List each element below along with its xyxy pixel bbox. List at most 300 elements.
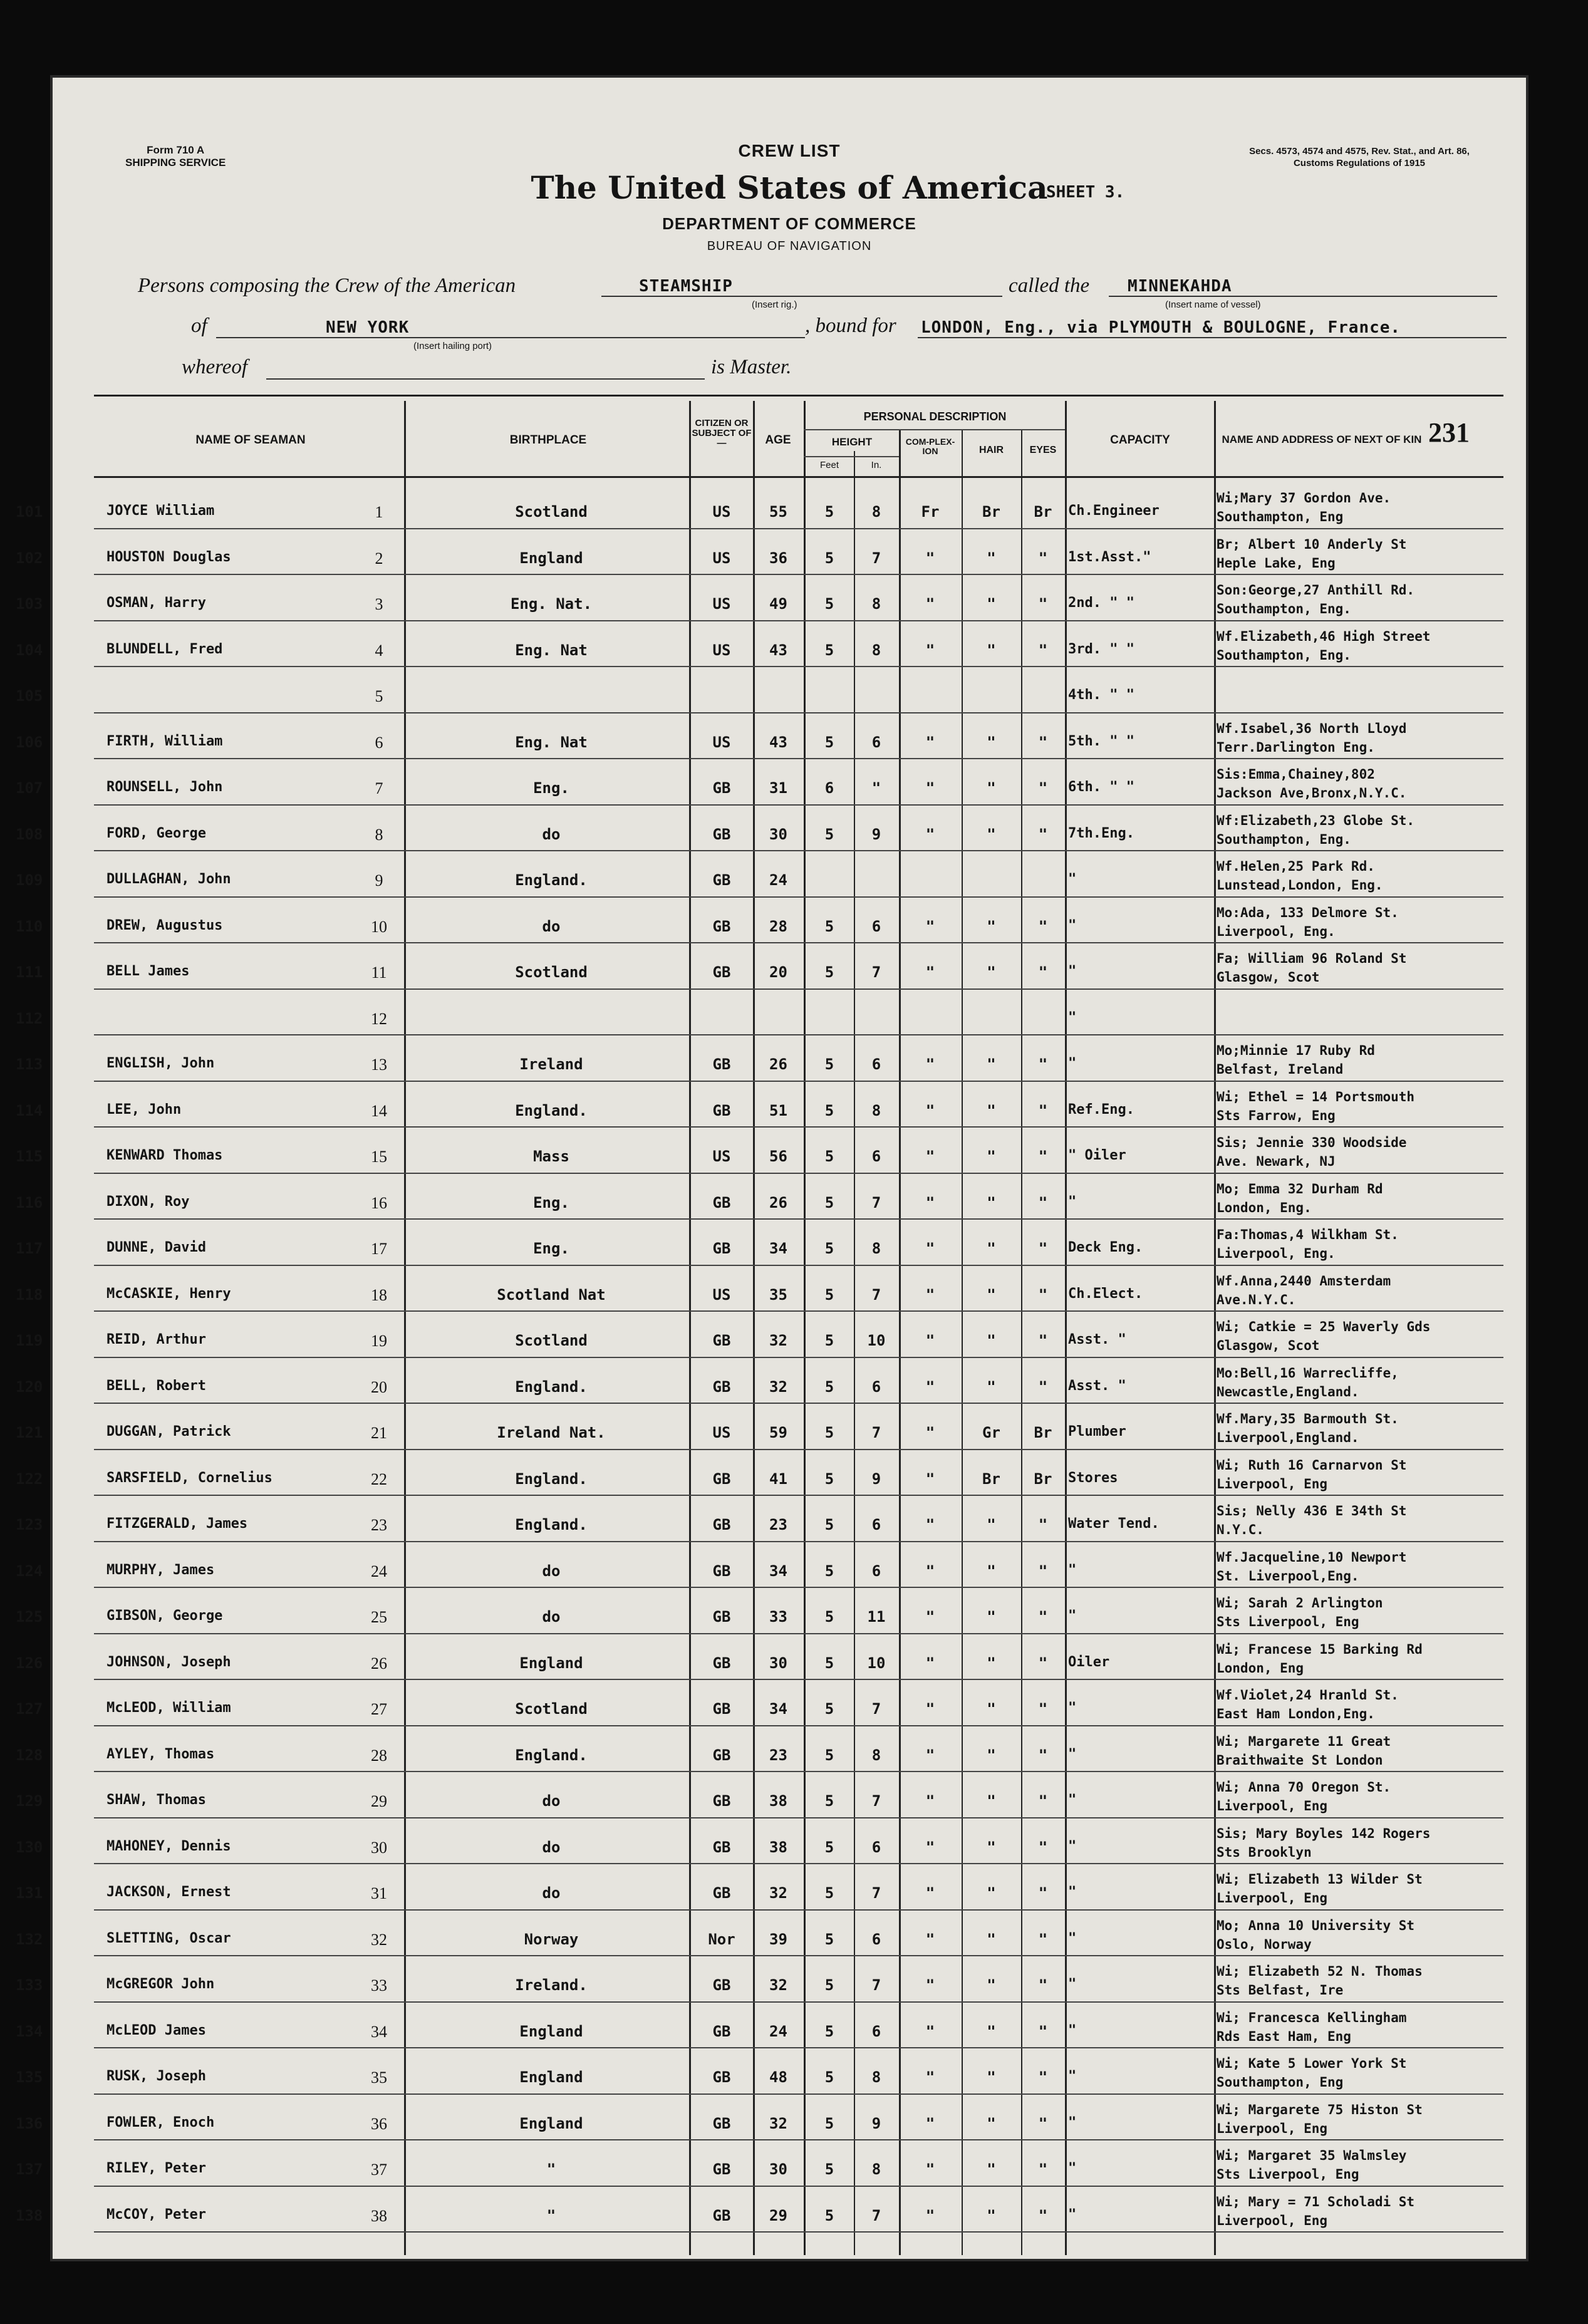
next-of-kin-line2: Jackson Ave,Bronx,N.Y.C. [1217, 786, 1407, 801]
capacity: " [1068, 2206, 1077, 2223]
height-inches: 9 [871, 2114, 881, 2132]
eyes: " [1038, 2206, 1048, 2224]
capacity: " Oiler [1068, 1148, 1126, 1163]
col-inches-header: In. [871, 460, 882, 470]
row-index: 32 [371, 1930, 387, 1949]
next-of-kin-line2: Southampton, Eng. [1217, 601, 1351, 616]
intro-line3-a: whereof [182, 356, 248, 378]
capacity: " [1068, 1608, 1077, 1624]
hair: " [987, 1746, 996, 1764]
height-feet: 5 [824, 1976, 834, 1994]
eyes: " [1038, 2114, 1048, 2132]
birthplace: do [542, 1608, 561, 1626]
height-feet: 5 [824, 1838, 834, 1856]
complexion: " [925, 1516, 935, 1533]
complexion: " [925, 1976, 935, 1994]
row-serial: 107 [16, 779, 43, 797]
capacity: Asst. " [1068, 1332, 1126, 1347]
citizenship: GB [712, 825, 731, 843]
next-of-kin-line2: N.Y.C. [1217, 1522, 1264, 1537]
height-feet: 6 [824, 779, 834, 797]
row-serial: 105 [16, 687, 43, 705]
citizenship: GB [712, 1101, 731, 1119]
seaman-name: AYLEY, Thomas [106, 1746, 215, 1762]
next-of-kin-line1: Wf.Violet,24 Hranld St. [1217, 1688, 1399, 1703]
age: 35 [769, 1285, 787, 1304]
capacity: 3rd. " " [1068, 641, 1134, 657]
age: 26 [769, 1193, 787, 1211]
next-of-kin-line2: Southampton, Eng. [1217, 831, 1351, 847]
seaman-name: SLETTING, Oscar [106, 1930, 231, 1946]
eyes: " [1038, 1884, 1048, 1902]
row-index: 2 [375, 549, 383, 568]
row-index: 28 [371, 1746, 387, 1765]
next-of-kin-line1: Wf.Jacqueline,10 Newport [1217, 1549, 1407, 1565]
birthplace: England. [515, 1101, 588, 1119]
birthplace: England. [515, 1377, 588, 1396]
next-of-kin-line2: St. Liverpool,Eng. [1217, 1568, 1359, 1584]
col-birthplace-header: BIRTHPLACE [509, 433, 587, 447]
row-serial: 110 [16, 917, 43, 935]
row-serial: 124 [16, 1562, 43, 1580]
row-index: 22 [371, 1470, 387, 1488]
next-of-kin-line1: Mo; Anna 10 University St [1217, 1917, 1415, 1933]
birthplace: Scotland [515, 963, 588, 981]
birthplace: Eng. Nat. [510, 595, 593, 613]
age: 32 [769, 1884, 787, 1902]
next-of-kin-line1: Wi; Margarete 11 Great [1217, 1733, 1391, 1749]
height-inches: 10 [867, 1654, 886, 1672]
birthplace: do [542, 1792, 561, 1810]
next-of-kin-line2: Rds East Ham, Eng [1217, 2028, 1351, 2044]
next-of-kin-line2: London, Eng [1217, 1660, 1304, 1676]
seaman-name: McCASKIE, Henry [106, 1285, 231, 1302]
hair: " [987, 1332, 996, 1349]
eyes: " [1038, 1148, 1048, 1165]
row-index: 15 [371, 1148, 387, 1166]
seaman-name: McLEOD, William [106, 1700, 231, 1716]
capacity: " [1068, 1746, 1077, 1762]
height-feet: 5 [824, 1562, 834, 1580]
next-of-kin-line2: Liverpool, Eng [1217, 2212, 1328, 2228]
form-number: Form 710 A SHIPPING SERVICE [125, 144, 226, 169]
birthplace: England. [515, 1470, 588, 1488]
hair: " [987, 1700, 996, 1718]
birthplace: Scotland [515, 1700, 588, 1718]
row-serial: 101 [16, 503, 43, 521]
eyes: " [1038, 2068, 1048, 2086]
bureau-heading: BUREAU OF NAVIGATION [707, 239, 872, 253]
next-of-kin-line1: Sis:Emma,Chainey,802 [1217, 767, 1375, 782]
col-personal-header: PERSONAL DESCRIPTION [863, 410, 1007, 423]
birthplace: do [542, 825, 561, 843]
next-of-kin-line1: Wi; Ruth 16 Carnarvon St [1217, 1457, 1407, 1473]
complexion: " [925, 1332, 935, 1349]
citizenship: US [712, 1148, 731, 1165]
row-index: 16 [371, 1193, 387, 1212]
capacity: Water Tend. [1068, 1516, 1160, 1532]
citizenship: GB [712, 917, 731, 935]
next-of-kin-line2: Glasgow, Scot [1217, 970, 1320, 985]
next-of-kin-line1: Sis; Mary Boyles 142 Rogers [1217, 1825, 1431, 1841]
capacity: " [1068, 871, 1077, 887]
capacity: " [1068, 1838, 1077, 1854]
hair: " [987, 825, 996, 843]
hair: Br [982, 1470, 1000, 1488]
birthplace: Mass [533, 1148, 569, 1165]
seaman-name: ROUNSELL, John [106, 779, 223, 795]
capacity: 2nd. " " [1068, 595, 1134, 611]
next-of-kin-line1: Mo; Emma 32 Durham Rd [1217, 1181, 1383, 1196]
birthplace: Scotland [515, 1332, 588, 1349]
row-index: 25 [371, 1608, 387, 1626]
capacity: 5th. " " [1068, 733, 1134, 749]
citizenship: GB [712, 2206, 731, 2224]
capacity: 6th. " " [1068, 779, 1134, 795]
citizenship: GB [712, 1056, 731, 1073]
row-serial: 108 [16, 825, 43, 843]
height-inches: 8 [871, 1101, 881, 1119]
age: 34 [769, 1240, 787, 1257]
eyes: " [1038, 595, 1048, 613]
capacity: Asst. " [1068, 1377, 1126, 1394]
next-of-kin-line2: Lunstead,London, Eng. [1217, 878, 1383, 893]
row-index: 34 [371, 2022, 387, 2041]
age: 41 [769, 1470, 787, 1488]
seaman-name: BELL James [106, 963, 190, 979]
next-of-kin-line1: Sis; Jennie 330 Woodside [1217, 1135, 1407, 1150]
next-of-kin-line2: Belfast, Ireland [1217, 1062, 1344, 1077]
country-heading: The United States of America [531, 169, 1048, 206]
capacity: Plumber [1068, 1424, 1126, 1440]
height-feet: 5 [824, 1700, 834, 1718]
birthplace: England [519, 1654, 583, 1672]
row-index: 38 [371, 2206, 387, 2225]
capacity: " [1068, 1976, 1077, 1992]
row-index: 5 [375, 687, 383, 705]
citizenship: GB [712, 1562, 731, 1580]
eyes: " [1038, 641, 1048, 659]
row-serial: 115 [16, 1148, 43, 1165]
complexion: " [925, 1746, 935, 1764]
col-eyes-header: EYES [1029, 445, 1057, 455]
capacity: " [1068, 917, 1077, 933]
col-feet-header: Feet [819, 460, 839, 470]
height-feet: 5 [824, 2022, 834, 2040]
height-feet: 5 [824, 1285, 834, 1304]
height-inches: 8 [871, 641, 881, 659]
complexion: " [925, 1562, 935, 1580]
next-of-kin-line1: Wi; Mary = 71 Scholadi St [1217, 2194, 1415, 2209]
hair: Br [982, 503, 1000, 521]
citizenship: Nor [708, 1930, 735, 1948]
next-of-kin-line1: Wf.Mary,35 Barmouth St. [1217, 1411, 1399, 1426]
height-feet: 5 [824, 1608, 834, 1626]
birthplace: England. [515, 871, 588, 889]
hair: Gr [982, 1424, 1000, 1441]
row-index: 31 [371, 1884, 387, 1902]
row-index: 11 [371, 963, 387, 982]
next-of-kin-line1: Wi; Margarete 75 Histon St [1217, 2102, 1423, 2117]
row-index: 3 [375, 595, 383, 613]
age: 28 [769, 917, 787, 935]
row-serial: 127 [16, 1700, 43, 1718]
seaman-name: LEE, John [106, 1101, 182, 1118]
row-index: 6 [375, 733, 383, 752]
row-serial: 104 [16, 641, 43, 659]
next-of-kin-line2: Liverpool, Eng. [1217, 923, 1336, 939]
height-inches: 6 [871, 1516, 881, 1533]
birthplace: do [542, 1838, 561, 1856]
col-kin-header: NAME AND ADDRESS OF NEXT OF KIN [1222, 433, 1422, 445]
hair: " [987, 641, 996, 659]
row-index: 37 [371, 2161, 387, 2179]
complexion: " [925, 1838, 935, 1856]
height-inches: 7 [871, 1792, 881, 1810]
seaman-name: JOYCE William [106, 503, 215, 519]
seaman-name: RILEY, Peter [106, 2161, 206, 2176]
height-feet: 5 [824, 2114, 834, 2132]
seaman-name: BLUNDELL, Fred [106, 641, 223, 657]
row-index: 10 [371, 917, 387, 936]
hair: " [987, 963, 996, 981]
complexion: " [925, 1240, 935, 1257]
birthplace: Norway [524, 1930, 579, 1948]
birthplace: Ireland [519, 1056, 583, 1073]
height-inches: 10 [867, 1332, 886, 1349]
col-hair-header: HAIR [978, 445, 1004, 455]
capacity: " [1068, 963, 1077, 979]
seaman-name: KENWARD Thomas [106, 1148, 223, 1163]
row-serial: 121 [16, 1424, 43, 1441]
eyes: Br [1034, 1424, 1052, 1441]
statute-reference: Secs. 4573, 4574 and 4575, Rev. Stat., and Art. 86, Customs Regulations of 1915 [1249, 146, 1470, 169]
hair: " [987, 1608, 996, 1626]
height-feet: 5 [824, 825, 834, 843]
eyes: " [1038, 549, 1048, 567]
birthplace: England. [515, 1746, 588, 1764]
seaman-name: DIXON, Roy [106, 1193, 190, 1210]
hair: " [987, 1193, 996, 1211]
eyes: " [1038, 1285, 1048, 1304]
height-inches: 6 [871, 1056, 881, 1073]
height-feet: 5 [824, 2206, 834, 2224]
height-inches: 7 [871, 1193, 881, 1211]
row-index: 27 [371, 1700, 387, 1718]
row-serial: 113 [16, 1056, 43, 1073]
next-of-kin-line1: Wi; Elizabeth 13 Wilder St [1217, 1872, 1423, 1887]
next-of-kin-line1: Wi; Kate 5 Lower York St [1217, 2056, 1407, 2071]
next-of-kin-line2: Ave. Newark, NJ [1217, 1154, 1336, 1169]
citizenship: GB [712, 1193, 731, 1211]
height-feet: 5 [824, 1148, 834, 1165]
next-of-kin-line2: East Ham London,Eng. [1217, 1706, 1375, 1721]
row-serial: 122 [16, 1470, 43, 1488]
seaman-name: ENGLISH, John [106, 1056, 215, 1071]
height-inches: " [871, 779, 881, 797]
age: 20 [769, 963, 787, 981]
row-serial: 138 [16, 2206, 43, 2224]
next-of-kin-line2: Ave.N.Y.C. [1217, 1292, 1296, 1307]
next-of-kin-line1: Wi; Francesca Kellingham [1217, 2010, 1407, 2025]
eyes: " [1038, 917, 1048, 935]
height-feet: 5 [824, 1930, 834, 1948]
height-inches: 6 [871, 1562, 881, 1580]
hair: " [987, 1240, 996, 1257]
next-of-kin-line2: Sts Farrow, Eng [1217, 1108, 1336, 1123]
complexion: " [925, 963, 935, 981]
col-name-header: NAME OF SEAMAN [195, 433, 306, 447]
seaman-name: DREW, Augustus [106, 917, 223, 933]
row-index: 19 [371, 1332, 387, 1350]
citizenship: GB [712, 2022, 731, 2040]
citizenship: GB [712, 2068, 731, 2086]
capacity: 1st.Asst." [1068, 549, 1151, 565]
capacity: Deck Eng. [1068, 1240, 1143, 1255]
hair: " [987, 1930, 996, 1948]
row-index: 30 [371, 1838, 387, 1857]
citizenship: GB [712, 871, 731, 889]
next-of-kin-line1: Son:George,27 Anthill Rd. [1217, 583, 1415, 598]
next-of-kin-line1: Fa:Thomas,4 Wilkham St. [1217, 1227, 1399, 1242]
seaman-name: GIBSON, George [106, 1608, 223, 1624]
capacity: Ref.Eng. [1068, 1101, 1134, 1118]
citizenship: US [712, 595, 731, 613]
capacity: Ch.Engineer [1068, 503, 1160, 519]
next-of-kin-line2: Southampton, Eng [1217, 509, 1344, 524]
next-of-kin-line1: Wf.Anna,2440 Amsterdam [1217, 1273, 1391, 1289]
hair: " [987, 1516, 996, 1533]
hair: " [987, 595, 996, 613]
height-inches: 8 [871, 1240, 881, 1257]
seaman-name: FIRTH, William [106, 733, 223, 749]
row-serial: 130 [16, 1838, 43, 1856]
intro-line2-b: , bound for [805, 314, 896, 337]
col-complexion-header: COM-PLEX-ION [905, 437, 955, 456]
seaman-name: FORD, George [106, 825, 206, 841]
hair: " [987, 2114, 996, 2132]
row-serial: 129 [16, 1792, 43, 1810]
complexion: Fr [921, 503, 940, 521]
hair: " [987, 1654, 996, 1672]
height-feet: 5 [824, 963, 834, 981]
row-serial: 117 [16, 1240, 43, 1257]
height-feet: 5 [824, 2068, 834, 2086]
height-inches: 6 [871, 1838, 881, 1856]
next-of-kin-line2: Sts Liverpool, Eng [1217, 1614, 1359, 1629]
eyes: " [1038, 1332, 1048, 1349]
birthplace: Scotland [515, 503, 588, 521]
citizenship: GB [712, 779, 731, 797]
height-feet: 5 [824, 1792, 834, 1810]
next-of-kin-line1: Br; Albert 10 Anderly St [1217, 536, 1407, 552]
birthplace: England [519, 2022, 583, 2040]
age: 39 [769, 1930, 787, 1948]
hair: " [987, 1976, 996, 1994]
height-feet: 5 [824, 1884, 834, 1902]
next-of-kin-line2: Liverpool, Eng [1217, 1891, 1328, 1906]
next-of-kin-line2: Sts Brooklyn [1217, 1844, 1312, 1860]
next-of-kin-line1: Fa; William 96 Roland St [1217, 951, 1407, 966]
seaman-name: MURPHY, James [106, 1562, 215, 1578]
eyes: " [1038, 1792, 1048, 1810]
row-index: 20 [371, 1377, 387, 1396]
age: 23 [769, 1746, 787, 1764]
row-index: 9 [375, 871, 383, 890]
height-feet: 5 [824, 1654, 834, 1672]
seaman-name: SARSFIELD, Cornelius [106, 1470, 272, 1486]
birthplace: Ireland. [515, 1976, 588, 1994]
next-of-kin-line1: Mo;Minnie 17 Ruby Rd [1217, 1043, 1375, 1058]
citizenship: GB [712, 1240, 731, 1257]
age: 30 [769, 825, 787, 843]
height-feet: 5 [824, 1240, 834, 1257]
height-inches: 8 [871, 2161, 881, 2178]
height-inches: 7 [871, 1884, 881, 1902]
seaman-name: McGREGOR John [106, 1976, 215, 1992]
capacity: " [1068, 2161, 1077, 2176]
next-of-kin-line2: Southampton, Eng. [1217, 647, 1351, 663]
capacity: " [1068, 1930, 1077, 1946]
next-of-kin-line1: Wf.Isabel,36 North Lloyd [1217, 720, 1407, 736]
capacity: Ch.Elect. [1068, 1285, 1143, 1302]
eyes: " [1038, 1838, 1048, 1856]
complexion: " [925, 1101, 935, 1119]
eyes: Br [1034, 1470, 1052, 1488]
row-serial: 109 [16, 871, 43, 889]
row-index: 4 [375, 641, 383, 660]
complexion: " [925, 2022, 935, 2040]
seaman-name: BELL, Robert [106, 1377, 206, 1394]
height-inches: 6 [871, 733, 881, 751]
next-of-kin-line2: Braithwaite St London [1217, 1752, 1383, 1768]
row-serial: 123 [16, 1516, 43, 1533]
height-inches: 6 [871, 1930, 881, 1948]
capacity: Stores [1068, 1470, 1118, 1486]
eyes: " [1038, 1700, 1048, 1718]
birthplace: do [542, 1884, 561, 1902]
height-inches: 8 [871, 2068, 881, 2086]
eyes: " [1038, 1562, 1048, 1580]
hair: " [987, 2068, 996, 2086]
age: 32 [769, 1332, 787, 1349]
next-of-kin-line1: Mo:Bell,16 Warrecliffe, [1217, 1365, 1399, 1381]
next-of-kin-line1: Wi; Margaret 35 Walmsley [1217, 2148, 1407, 2163]
complexion: " [925, 2068, 935, 2086]
age: 32 [769, 1377, 787, 1396]
birthplace: Ireland Nat. [497, 1424, 606, 1441]
age: 51 [769, 1101, 787, 1119]
seaman-name: OSMAN, Harry [106, 595, 206, 611]
department-heading: DEPARTMENT OF COMMERCE [662, 214, 916, 233]
capacity: " [1068, 1193, 1077, 1210]
citizenship: US [712, 549, 731, 567]
age: 43 [769, 641, 787, 659]
capacity: " [1068, 1562, 1077, 1578]
height-feet: 5 [824, 1056, 834, 1073]
birthplace: Eng. Nat [515, 733, 588, 751]
next-of-kin-line2: London, Eng. [1217, 1200, 1312, 1215]
complexion: " [925, 825, 935, 843]
intro-line1-b: called the [1009, 274, 1090, 297]
birthplace: Eng. [533, 1193, 569, 1211]
next-of-kin-line2: Liverpool, Eng [1217, 2120, 1328, 2136]
row-serial: 137 [16, 2161, 43, 2178]
complexion: " [925, 1148, 935, 1165]
page-number: 231 [1428, 417, 1470, 448]
complexion: " [925, 2206, 935, 2224]
capacity: " [1068, 2068, 1077, 2084]
